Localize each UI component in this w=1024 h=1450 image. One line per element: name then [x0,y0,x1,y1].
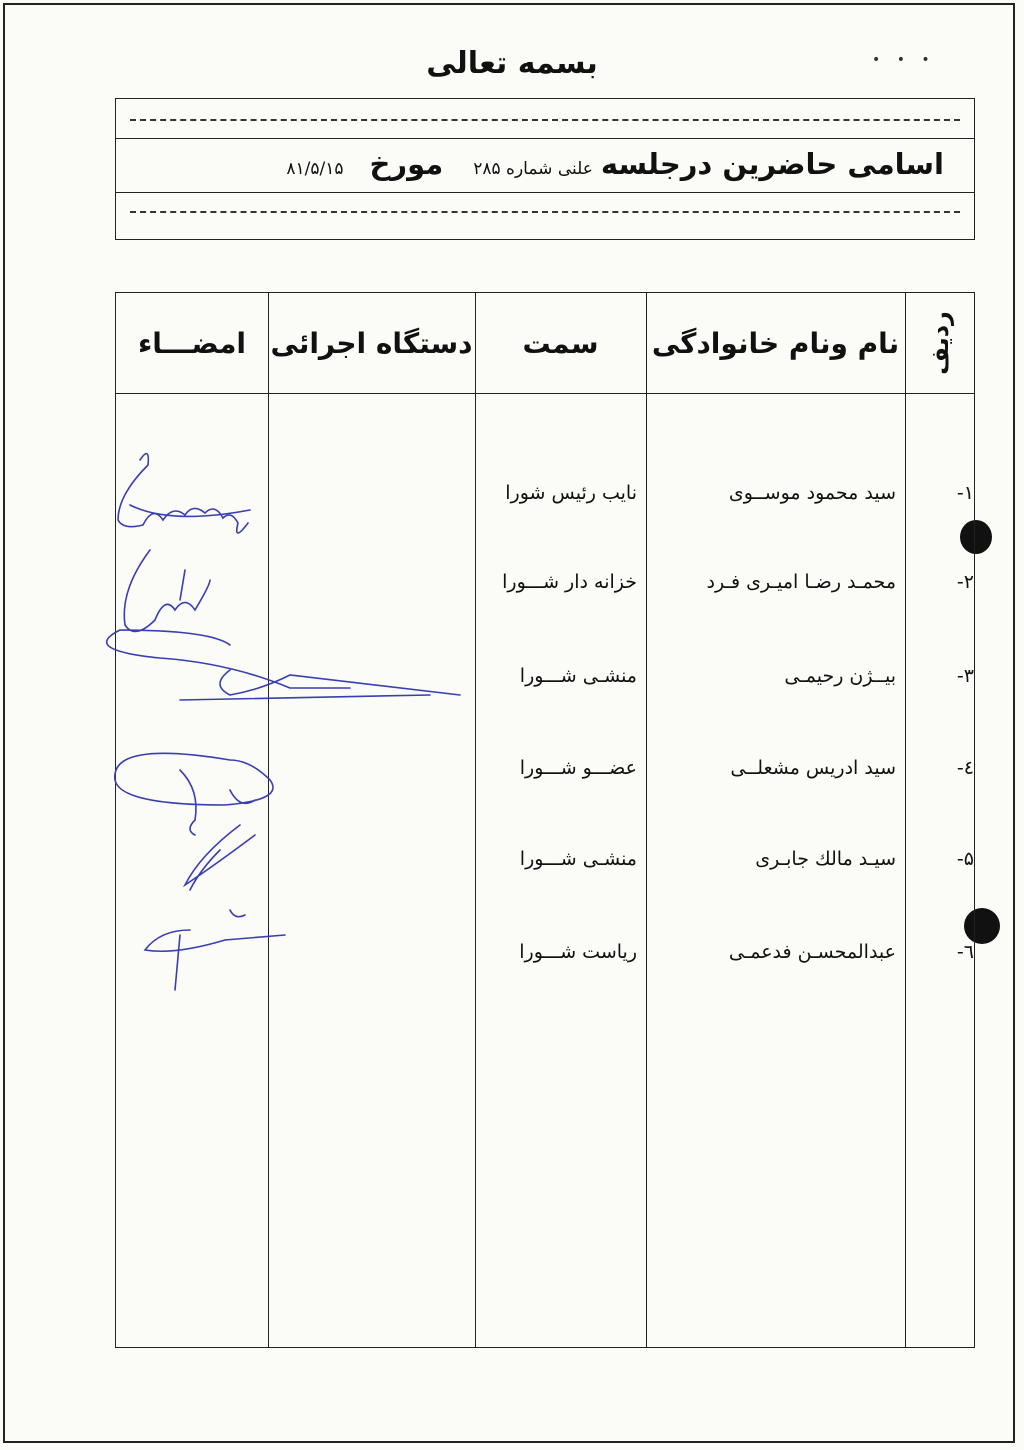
row-role: خزانه دار شـــورا [502,571,637,593]
row-role: عضـــو شـــورا [519,757,637,779]
signature-4 [115,753,273,890]
signature-3 [107,630,460,700]
header-signature: امضـــاء [137,326,247,360]
row-name: بیــژن رحیمـی [784,665,896,687]
signatures [80,430,480,1010]
corner-marks: • • • [872,52,936,68]
title-main: اسامی حاضرین درجلسه [600,147,944,181]
row-number: ۵- [956,848,974,870]
row-name: سید محمود موســوی [728,482,896,504]
row-name: سیـد مالك جابـری [755,848,896,870]
header-name: نام ونام خانوادگی [651,326,900,360]
blank-line-top [116,99,974,139]
row-number: ۱- [956,482,974,504]
signature-2 [124,550,210,631]
row-role: نایب رئیس شورا [505,482,637,504]
header-agency: دستگاه اجرائی [270,326,473,360]
dated-label: مورخ [369,147,444,181]
row-name: سید ادریس مشعلــی [730,757,896,779]
row-number: ۳- [956,665,974,687]
title-row [116,139,974,193]
row-name: محمـد رضـا امیـری فـرد [706,571,896,593]
row-number: ٦- [956,941,974,963]
row-role: منشـی شـــورا [519,848,637,870]
row-number: ٤- [956,757,974,779]
signature-5 [145,910,285,990]
page-heading: بسمه تعالی [426,46,598,81]
row-number: ۲- [956,571,974,593]
blank-line-bottom [116,193,974,239]
header-role: سمت [522,326,599,360]
title-box [115,98,975,240]
session-date: ۸۱/۵/۱۵ [286,159,344,179]
header-radif: ردیف [925,311,954,375]
row-role: ریاست شـــورا [519,941,637,963]
row-role: منشـی شـــورا [519,665,637,687]
row-name: عبدالمحسـن فدعمـی [728,941,896,963]
signature-1 [118,454,250,533]
session-type: علنی شماره ۲۸۵ [473,159,593,179]
